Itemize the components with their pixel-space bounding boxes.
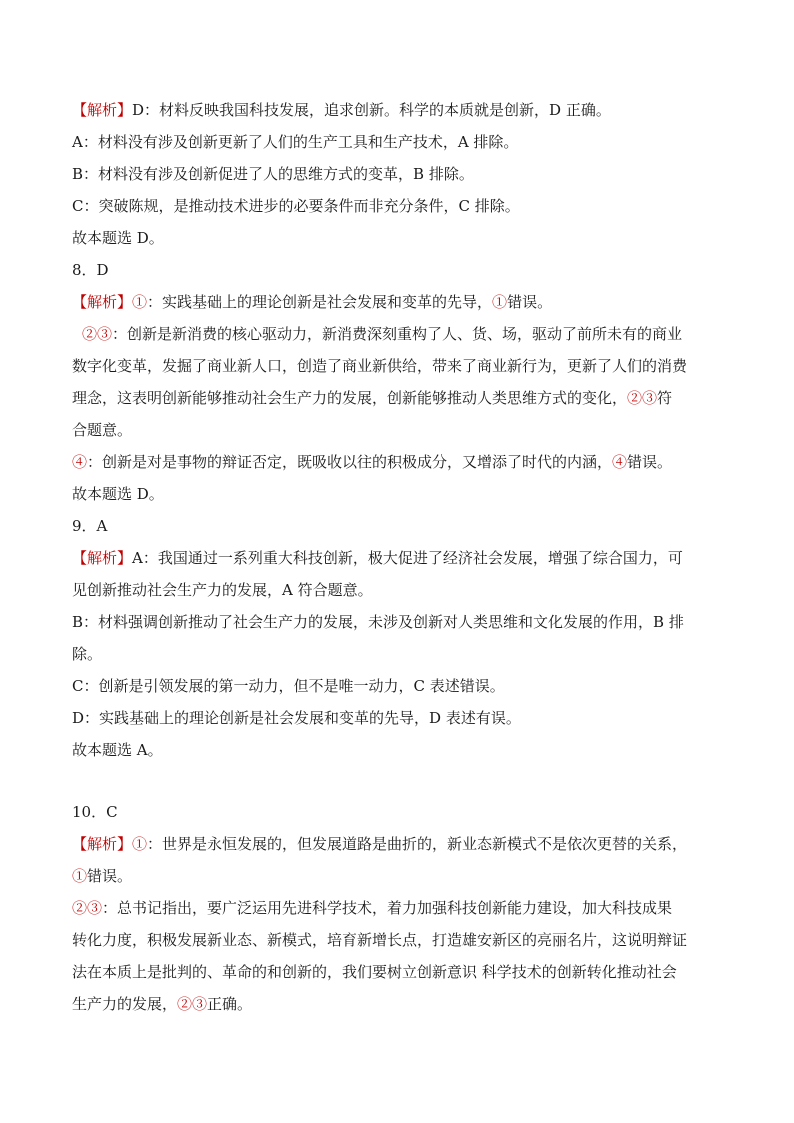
- q10-line-2: ①错误。: [72, 867, 133, 885]
- q8-line-1: 【解析】①：实践基础上的理论创新是社会发展和变革的先导，①错误。: [72, 293, 553, 311]
- q7-line-3: B：材料没有涉及创新促进了人的思维方式的变革，B 排除。: [72, 165, 474, 183]
- q7-line-1: 【解析】D：材料反映我国科技发展，追求创新。科学的本质就是创新，D 正确。: [72, 101, 611, 119]
- q9-block: [72, 510, 724, 766]
- q8-line-2: ②③：创新是新消费的核心驱动力，新消费深刻重构了人、货、场，驱动了前所未有的商业: [82, 325, 683, 343]
- circled-2-3: ②③: [177, 995, 208, 1013]
- q8-block: [72, 254, 724, 510]
- q7-line-2: A：材料没有涉及创新更新了人们的生产工具和生产技术，A 排除。: [72, 133, 519, 151]
- circled-4: ④: [612, 453, 628, 471]
- circled-1: ①: [72, 867, 88, 885]
- circled-2-3: ②③: [82, 325, 113, 343]
- q10-line-5: 法在本质上是批判的、革命的和创新的，我们要树立创新意识 科学技术的创新转化推动社会: [72, 963, 677, 981]
- q7-conclusion: 故本题选 D。: [72, 229, 164, 247]
- circled-1: ①: [492, 293, 508, 311]
- analysis-tag: 【解析】: [72, 293, 133, 311]
- q10-line-3: ②③：总书记指出，要广泛运用先进科学技术，着力加强科技创新能力建设，加大科技成果: [72, 899, 673, 917]
- circled-1: ①: [132, 293, 148, 311]
- circled-1: ①: [132, 835, 148, 853]
- circled-2-3: ②③: [72, 899, 103, 917]
- q8-line-5: 合题意。: [72, 421, 133, 439]
- q7-explanation: [72, 94, 724, 254]
- q8-line-4: 理念，这表明创新能够推动社会生产力的发展，创新能够推动人类思维方式的变化，②③符: [72, 389, 673, 407]
- q9-line-6: D：实践基础上的理论创新是社会发展和变革的先导，D 表述有误。: [72, 709, 521, 727]
- q7-line-4: C：突破陈规，是推动技术进步的必要条件而非充分条件，C 排除。: [72, 197, 520, 215]
- analysis-tag: 【解析】: [72, 835, 133, 853]
- q10-answer: 10．C: [72, 803, 118, 821]
- q10-line-4: 转化力度，积极发展新业态、新模式，培育新增长点，打造雄安新区的亮丽名片，这说明辩证: [72, 931, 688, 949]
- q10-line-6: 生产力的发展，②③正确。: [72, 995, 253, 1013]
- q8-conclusion: 故本题选 D。: [72, 485, 164, 503]
- circled-2-3: ②③: [627, 389, 658, 407]
- q9-conclusion: 故本题选 A。: [72, 741, 163, 759]
- q8-answer: 8．D: [72, 261, 109, 279]
- q8-line-6: ④：创新是对是事物的辩证否定，既吸收以往的积极成分，又增添了时代的内涵，④错误。: [72, 453, 673, 471]
- q10-line-1: 【解析】①：世界是永恒发展的，但发展道路是曲折的，新业态新模式不是依次更替的关系，: [72, 835, 688, 853]
- q9-line-3: B：材料强调创新推动了社会生产力的发展，未涉及创新对人类思维和文化发展的作用，B 排: [72, 613, 684, 631]
- q9-line-4: 除。: [72, 645, 103, 663]
- circled-4: ④: [72, 453, 88, 471]
- q9-line-5: C：创新是引领发展的第一动力，但不是唯一动力，C 表述错误。: [72, 677, 505, 695]
- q9-line-2: 见创新推动社会生产力的发展，A 符合题意。: [72, 581, 373, 599]
- analysis-tag: 【解析】: [72, 549, 133, 567]
- q8-line-3: 数字化变革，发掘了商业新人口，创造了商业新供给，带来了商业新行为，更新了人们的消费: [72, 357, 688, 375]
- q9-line-1: 【解析】A：我国通过一系列重大科技创新，极大促进了经济社会发展，增强了综合国力，可: [72, 549, 683, 567]
- analysis-tag: 【解析】: [72, 101, 133, 119]
- q10-block: [72, 796, 724, 1020]
- q9-answer: 9．A: [72, 517, 108, 535]
